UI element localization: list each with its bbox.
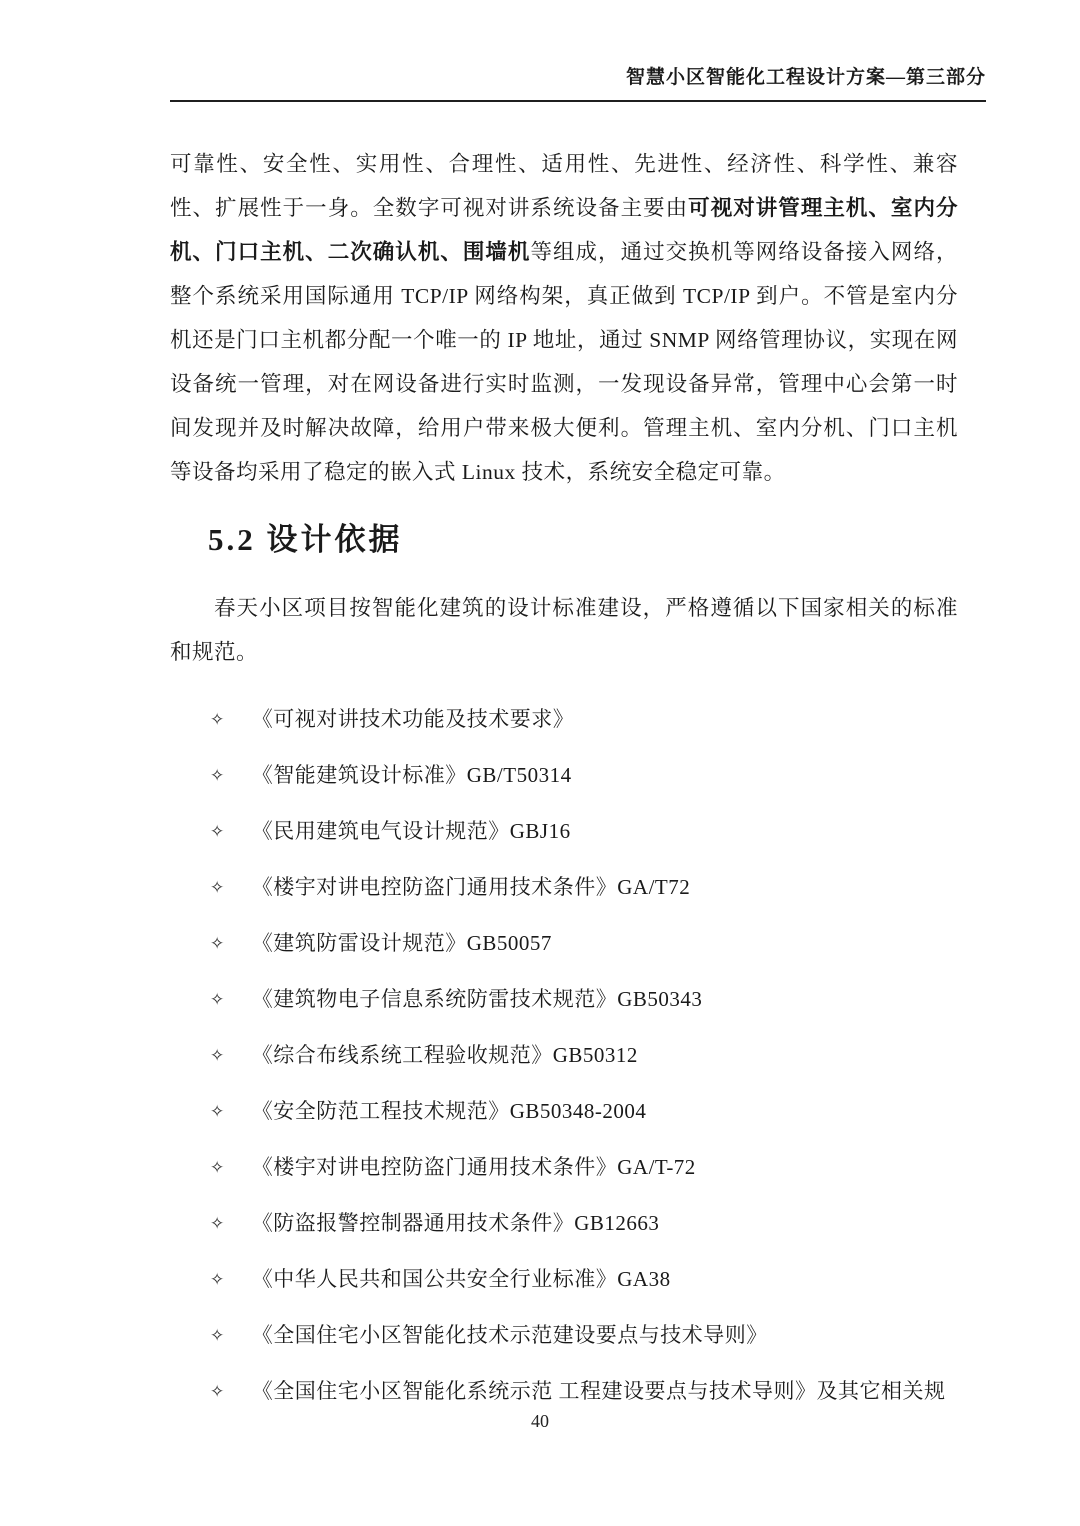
- paragraph-bold-terms: 可视对讲管理主机、室内分机、门口主机、二次确认机、围墙机: [170, 196, 958, 264]
- paragraph-text-post: 等组成，通过交换机等网络设备接入网络，整个系统采用国际通用 TCP/IP 网络构架，真正做到 TCP/IP 到户。不管是室内分机还是门口主机都分配一个唯一的 IP 地址，通过 SNMP 网络管理协议，实现在网设备统一管理，对在网设备进行实时监测，一发现设备异常，管理中心会第一时间发现并及时解决故障，给用户带来极大便利。管理主机、室内分机、门口主机等设备均采用了稳定的嵌入式 Linux 技术，系统安全稳定可靠。: [170, 240, 958, 484]
- header-title: 智慧小区智能化工程设计方案—第三部分: [625, 67, 986, 88]
- diamond-bullet-icon: ✧: [210, 990, 225, 1010]
- page-number: 40: [531, 1411, 549, 1431]
- diamond-bullet-icon: ✧: [210, 1326, 225, 1346]
- list-item: [210, 1264, 958, 1296]
- diamond-bullet-icon: ✧: [210, 1382, 225, 1402]
- standard-entry: 《综合布线系统工程验收规范》GB50312: [251, 1043, 638, 1067]
- diamond-bullet-icon: ✧: [210, 1102, 225, 1122]
- diamond-bullet-icon: ✧: [210, 766, 225, 786]
- list-item: [210, 1208, 958, 1240]
- list-item: [210, 872, 958, 904]
- list-item: [210, 1096, 958, 1128]
- page-content: [170, 142, 958, 1432]
- list-item: [210, 1152, 958, 1184]
- intro-paragraph: [170, 142, 958, 494]
- diamond-bullet-icon: ✧: [210, 1270, 225, 1290]
- diamond-bullet-icon: ✧: [210, 934, 225, 954]
- standard-entry: 《楼宇对讲电控防盗门通用技术条件》GA/T-72: [251, 1155, 696, 1179]
- paragraph-text-pre: 可靠性、安全性、实用性、合理性、适用性、先进性、经济性、科学性、兼容性、扩展性于一身。全数字可视对讲系统设备主要由: [170, 152, 958, 220]
- page-header: [170, 62, 986, 102]
- standard-entry: 《全国住宅小区智能化系统示范 工程建设要点与技术导则》及其它相关规: [251, 1379, 946, 1403]
- standard-entry: 《民用建筑电气设计规范》GBJ16: [251, 819, 571, 843]
- standard-entry: 《中华人民共和国公共安全行业标准》GA38: [251, 1267, 671, 1291]
- section-heading: 5.2 设计依据: [208, 522, 403, 557]
- diamond-bullet-icon: ✧: [210, 822, 225, 842]
- standards-list: [170, 704, 958, 1408]
- standard-entry: 《安全防范工程技术规范》GB50348-2004: [251, 1099, 647, 1123]
- standard-entry: 《可视对讲技术功能及技术要求》: [251, 707, 575, 731]
- page-footer: [0, 1411, 1080, 1432]
- list-item: [210, 760, 958, 792]
- list-item: [210, 816, 958, 848]
- standard-entry: 《防盗报警控制器通用技术条件》GB12663: [251, 1211, 660, 1235]
- diamond-bullet-icon: ✧: [210, 1158, 225, 1178]
- list-item: [210, 928, 958, 960]
- diamond-bullet-icon: ✧: [210, 1214, 225, 1234]
- standard-entry: 《智能建筑设计标准》GB/T50314: [251, 763, 572, 787]
- design-basis-paragraph: 春天小区项目按智能化建筑的设计标准建设，严格遵循以下国家相关的标准和规范。: [170, 596, 958, 664]
- list-item: [210, 1320, 958, 1352]
- list-item: [210, 984, 958, 1016]
- list-item: [210, 1040, 958, 1072]
- list-item: [210, 704, 958, 736]
- standard-entry: 《建筑物电子信息系统防雷技术规范》GB50343: [251, 987, 703, 1011]
- diamond-bullet-icon: ✧: [210, 710, 225, 730]
- standard-entry: 《全国住宅小区智能化技术示范建设要点与技术导则》: [251, 1323, 768, 1347]
- list-item: [210, 1376, 958, 1408]
- diamond-bullet-icon: ✧: [210, 878, 225, 898]
- standard-entry: 《建筑防雷设计规范》GB50057: [251, 931, 552, 955]
- diamond-bullet-icon: ✧: [210, 1046, 225, 1066]
- standard-entry: 《楼宇对讲电控防盗门通用技术条件》GA/T72: [251, 875, 691, 899]
